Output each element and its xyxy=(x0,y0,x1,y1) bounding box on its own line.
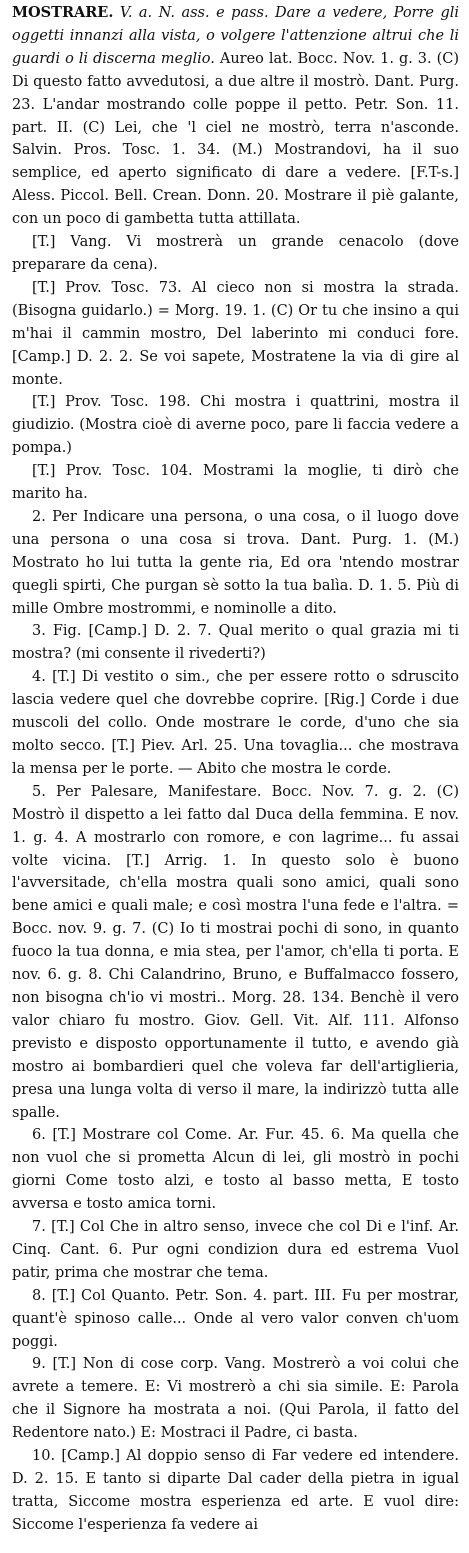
sense-paragraph: 9. [T.] Non di cose corp. Vang. Mostrerò a voi colui che avrete a temere. E: Vi mostrerò a chi sia simile. E: Parola che il Signore ha mostrata a noi. (Qui Parola, il fatto del Redentore nato.) E: Mostraci il Padre, ci basta. xyxy=(12,1356,459,1442)
entry-grammar: V. a. N. ass. e pass. xyxy=(119,5,269,21)
entry-column xyxy=(12,2,459,1537)
entry-head-paragraph xyxy=(12,2,459,231)
sense-paragraph: 4. [T.] Di vestito o sim., che per essere rotto o sdruscito lascia vedere quel che dovrebbe coprire. [Rig.] Corde i due muscoli del collo. Onde mostrare le corde, d'uno che sia molto secco. [T.] Piev. Arl. 25. Una tovaglia... che mostrava la mensa per le porte. — Abito che mostra le corde. xyxy=(12,669,459,777)
sense-paragraph: 5. Per Palesare, Manifestare. Bocc. Nov. 7. g. 2. (C) Mostrò il dispetto a lei fatto dal Duca della femmina. E nov. 1. g. 4. A mostrarlo con romore, e con lagrime... fu assai volte vicina. [T.] Arrig. 1. In questo solo è buono l'avversitade, ch'ella mostra quali sono amici, quali sono bene amici e quali male; e così mostra l'una fede e l'altra. = Bocc. nov. 9. g. 7. (C) Io ti mostrai pochi di sono, in quanto fuoco la tua donna, e mia stea, per l'amor, ch'ella ti porta. E nov. 6. g. 8. Chi Calandrino, Bruno, e Buffalmacco fossero, non bisogna ch'io vi mostri.. Morg. 28. 134. Benchè il vero valor chiaro fu mostro. Giov. Gell. Vit. Alf. 111. Alfonso previsto e disposto opportunamente il tutto, e avendo già mostro ai bombardieri quel che voleva far dell'artiglieria, presa una lunga volta di verso il mare, la indirizzò tutta alle spalle. xyxy=(12,783,459,1121)
sense-paragraph: 6. [T.] Mostrare col Come. Ar. Fur. 45. 6. Ma quella che non vuol che si prometta Alcun di lei, gli mostrò in pochi giorni Come tosto alzi, e tosto al basso metta, E tosto avversa e tosto amica torni. xyxy=(12,1127,459,1213)
sense-paragraph: 2. Per Indicare una persona, o una cosa, o il luogo dove una persona o una cosa si trova. Dant. Purg. 1. (M.) Mostrato ho lui tutta la gente ria, Ed ora 'ntendo mostrar quegli spirti, Che purgan sè sotto la tua balìa. D. 1. 5. Più di mille Ombre mostrommi, e nominolle a dito. xyxy=(12,508,459,617)
sense-paragraph: [T.] Vang. Vi mostrerà un grande cenacolo (dove preparare da cena). xyxy=(12,234,459,273)
sense-paragraph: [T.] Prov. Tosc. 73. Al cieco non si mostra la strada. (Bisogna guidarlo.) = Morg. 19. 1. (C) Or tu che insino a qui m'hai il cammin mostro, Del laberinto mi conduci fore. [Camp.] D. 2. 2. Se voi sapete, Mostratene la via di gire al monte. xyxy=(12,279,459,388)
sense-paragraph: 8. [T.] Col Quanto. Petr. Son. 4. part. III. Fu per mostrar, quant'è spinoso calle... Onde al vero valor conven ch'uom poggi. xyxy=(12,1287,459,1350)
sense-paragraph: 7. [T.] Col Che in altro senso, invece che col Di e l'inf. Ar. Cinq. Cant. 6. Pur ogni condizion dura ed estrema Vuol patir, prima che mostrar che tema. xyxy=(12,1219,459,1281)
sense-paragraph: 3. Fig. [Camp.] D. 2. 7. Qual merito o qual grazia mi ti mostra? (mi consente il rivederti?) xyxy=(12,623,459,663)
entry-definition: Dare a vedere, Porre gli oggetti innanzi alla vista, o volgere l'attenzione altrui che li guardi o li discerna meglio. xyxy=(12,5,460,67)
entry-lemma: MOSTRARE. xyxy=(12,4,114,21)
sense-paragraph: [T.] Prov. Tosc. 198. Chi mostra i quattrini, mostra il giudizio. (Mostra cioè di averne poco, pare li faccia vedere a pompa.) xyxy=(12,394,459,457)
entry-citations: Aureo lat. Bocc. Nov. 1. g. 3. (C) Di questo fatto avvedutosi, a due altre il mostrò. Dant. Purg. 23. L'andar mostrando colle poppe il petto. Petr. Son. 11. part. II. (C) Lei, che 'l ciel ne mostrò, terra n'asconde. Salvin. Pros. Tosc. 1. 34. (M.) Mostrandovi, ha il suo semplice, ed aperto significato di dare a vedere. [F.T-s.] Aless. Piccol. Bell. Crean. Donn. 20. Mostrare il piè galante, con un poco di gambetta tutta attillata. xyxy=(12,50,459,228)
sense-paragraph: 10. [Camp.] Al doppio senso di Far vedere ed intendere. D. 2. 15. E tanto si diparte Dal cader della pietra in igual tratta, Siccome mostra esperienza ed arte. E vuol dire: Siccome l'esperienza fa vedere ai xyxy=(12,1448,459,1533)
sense-paragraph: [T.] Prov. Tosc. 104. Mostrami la moglie, ti dirò che marito ha. xyxy=(12,463,459,503)
